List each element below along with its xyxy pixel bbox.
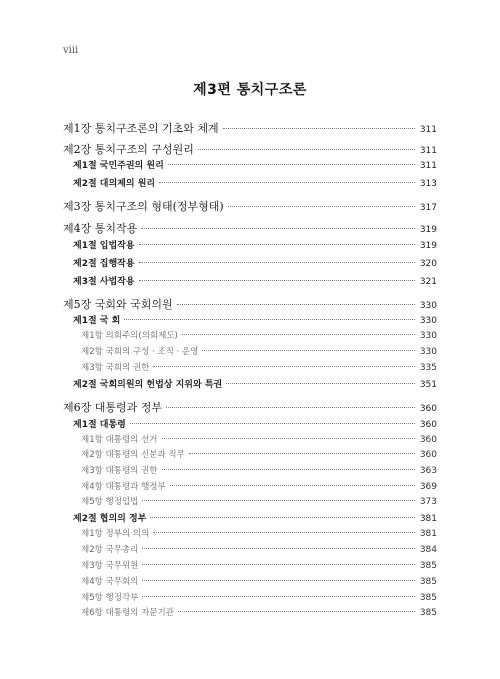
toc-chapter-row xyxy=(63,198,437,214)
toc-entry-title: 제2장 통치구조의 구성원리 xyxy=(63,143,194,156)
toc-page-number: 385 xyxy=(419,561,437,571)
dot-leader xyxy=(178,611,415,612)
toc-item-row xyxy=(63,606,437,618)
toc-page-number: 360 xyxy=(419,420,437,430)
toc-section-row xyxy=(63,377,437,390)
toc-item-row xyxy=(63,448,437,460)
toc-chapter-row xyxy=(63,220,437,236)
toc-chapter-row xyxy=(63,141,437,157)
dot-leader xyxy=(228,206,415,207)
toc-entry-title: 제1항 정부의 의의 xyxy=(81,529,150,539)
toc-page-number: 381 xyxy=(419,529,437,539)
toc-item-row xyxy=(63,329,437,341)
dot-leader xyxy=(198,149,415,150)
toc-page-number: 330 xyxy=(419,301,437,311)
dot-leader xyxy=(142,596,415,597)
toc-entry-title: 제1항 의회주의(의회제도) xyxy=(81,331,178,341)
dot-leader xyxy=(142,580,415,581)
dot-leader xyxy=(162,469,415,470)
toc-entry-title: 제1절 국 회 xyxy=(73,316,121,326)
toc-item-row xyxy=(63,575,437,587)
toc-page-number: 321 xyxy=(419,277,437,287)
dot-leader xyxy=(142,564,415,565)
toc-entry-title: 제1장 통치구조론의 기초와 체계 xyxy=(63,122,219,135)
dot-leader xyxy=(166,407,415,408)
part-title: 제3편 통치구조론 xyxy=(193,82,307,98)
dot-leader xyxy=(223,128,415,129)
toc-page-number: 311 xyxy=(419,125,437,135)
toc-entry-title: 제3항 국회의 권한 xyxy=(81,363,150,373)
toc-entry-title: 제6장 대통령과 정부 xyxy=(63,401,162,414)
toc-entry-title: 제2항 국회의 구성 · 조직 · 운영 xyxy=(81,347,199,357)
toc-page-number: 319 xyxy=(419,241,437,251)
toc-entry-title: 제1항 대통령의 선거 xyxy=(81,435,158,445)
toc-section-row xyxy=(63,417,437,430)
toc-section-row xyxy=(63,511,437,524)
dot-leader xyxy=(168,164,415,165)
toc-entry-title: 제4항 대통령과 행정부 xyxy=(81,482,166,492)
toc-item-row xyxy=(63,559,437,571)
dot-leader xyxy=(226,383,415,384)
dot-leader xyxy=(139,262,415,263)
toc-item-row xyxy=(63,361,437,373)
toc-page-number: 381 xyxy=(419,514,437,524)
dot-leader xyxy=(141,228,415,229)
toc-entry-title: 제2항 대통령의 신분과 직무 xyxy=(81,450,185,460)
toc-entry-title: 제2절 협의의 정부 xyxy=(73,514,147,524)
toc-page-number: 320 xyxy=(419,259,437,269)
toc-page-number: 335 xyxy=(419,363,437,373)
dot-leader xyxy=(142,548,415,549)
toc-entry-title: 제5항 행정각부 xyxy=(81,593,139,603)
toc-page-number: 330 xyxy=(419,316,437,326)
toc-page-number: 311 xyxy=(419,161,437,171)
toc-chapter-row xyxy=(63,120,437,136)
toc-section-row xyxy=(63,256,437,269)
toc-page-number: 311 xyxy=(419,146,437,156)
toc-section-row xyxy=(63,274,437,287)
toc-item-row xyxy=(63,591,437,603)
toc-item-row xyxy=(63,345,437,357)
toc-item-row xyxy=(63,527,437,539)
toc-item-row xyxy=(63,464,437,476)
toc-page-number: 385 xyxy=(419,577,437,587)
dot-leader xyxy=(189,453,415,454)
toc-page-number: 369 xyxy=(419,482,437,492)
toc-item-row xyxy=(63,495,437,507)
dot-leader xyxy=(162,438,415,439)
dot-leader xyxy=(124,319,415,320)
toc-chapter-row xyxy=(63,399,437,415)
dot-leader xyxy=(130,423,415,424)
toc-page-number: 385 xyxy=(419,593,437,603)
toc-chapter-row xyxy=(63,296,437,312)
dot-leader xyxy=(139,244,415,245)
toc-entry-title: 제2항 국무총리 xyxy=(81,545,139,555)
toc-entry-title: 제4장 통치작용 xyxy=(63,222,138,235)
toc-entry-title: 제6항 대통령의 자문기관 xyxy=(81,608,174,618)
toc-entry-title: 제5항 행정입법 xyxy=(81,497,139,507)
toc-entry-title: 제2절 집행작용 xyxy=(73,259,135,269)
dot-leader xyxy=(177,304,415,305)
toc-item-row xyxy=(63,543,437,555)
dot-leader xyxy=(182,334,415,335)
toc-page-number: 360 xyxy=(419,435,437,445)
toc-page-number: 317 xyxy=(419,203,437,213)
toc-entry-title: 제5장 국회와 국회의원 xyxy=(63,298,173,311)
toc-item-row xyxy=(63,480,437,492)
toc-entry-title: 제1절 대통령 xyxy=(73,420,126,430)
dot-leader xyxy=(159,182,415,183)
toc-entry-title: 제3항 대통령의 권한 xyxy=(81,466,158,476)
dot-leader xyxy=(153,366,415,367)
toc-page-number: 313 xyxy=(419,179,437,189)
toc-page-number: 319 xyxy=(419,225,437,235)
toc-entry-title: 제2절 대의제의 원리 xyxy=(73,179,156,189)
toc-page-number: 351 xyxy=(419,380,437,390)
dot-leader xyxy=(139,280,415,281)
dot-leader xyxy=(202,350,415,351)
toc-entry-title: 제3절 사법작용 xyxy=(73,277,135,287)
toc-section-row xyxy=(63,176,437,189)
toc-item-row xyxy=(63,433,437,445)
toc-section-row xyxy=(63,238,437,251)
toc-page-number: 373 xyxy=(419,497,437,507)
toc-page-number: 360 xyxy=(419,450,437,460)
dot-leader xyxy=(142,500,415,501)
toc-entry-title: 제3장 통치구조의 형태(정부형태) xyxy=(63,200,224,213)
toc-entry-title: 제2절 국회의원의 헌법상 지위와 특권 xyxy=(73,380,223,390)
dot-leader xyxy=(170,485,415,486)
dot-leader xyxy=(153,532,415,533)
toc-section-row xyxy=(63,158,437,171)
toc-page-number: 330 xyxy=(419,331,437,341)
toc-page-number: 330 xyxy=(419,347,437,357)
toc-page-number: 385 xyxy=(419,608,437,618)
toc-entry-title: 제1절 입법작용 xyxy=(73,241,135,251)
toc-page-number: 363 xyxy=(419,466,437,476)
page-number: viii xyxy=(63,45,79,56)
toc-entry-title: 제1절 국민주권의 원리 xyxy=(73,161,164,171)
toc-entry-title: 제4항 국무회의 xyxy=(81,577,139,587)
toc-entry-title: 제3항 국무위원 xyxy=(81,561,139,571)
toc-page-number: 360 xyxy=(419,404,437,414)
dot-leader xyxy=(150,517,415,518)
toc-page-number: 384 xyxy=(419,545,437,555)
toc-section-row xyxy=(63,313,437,326)
